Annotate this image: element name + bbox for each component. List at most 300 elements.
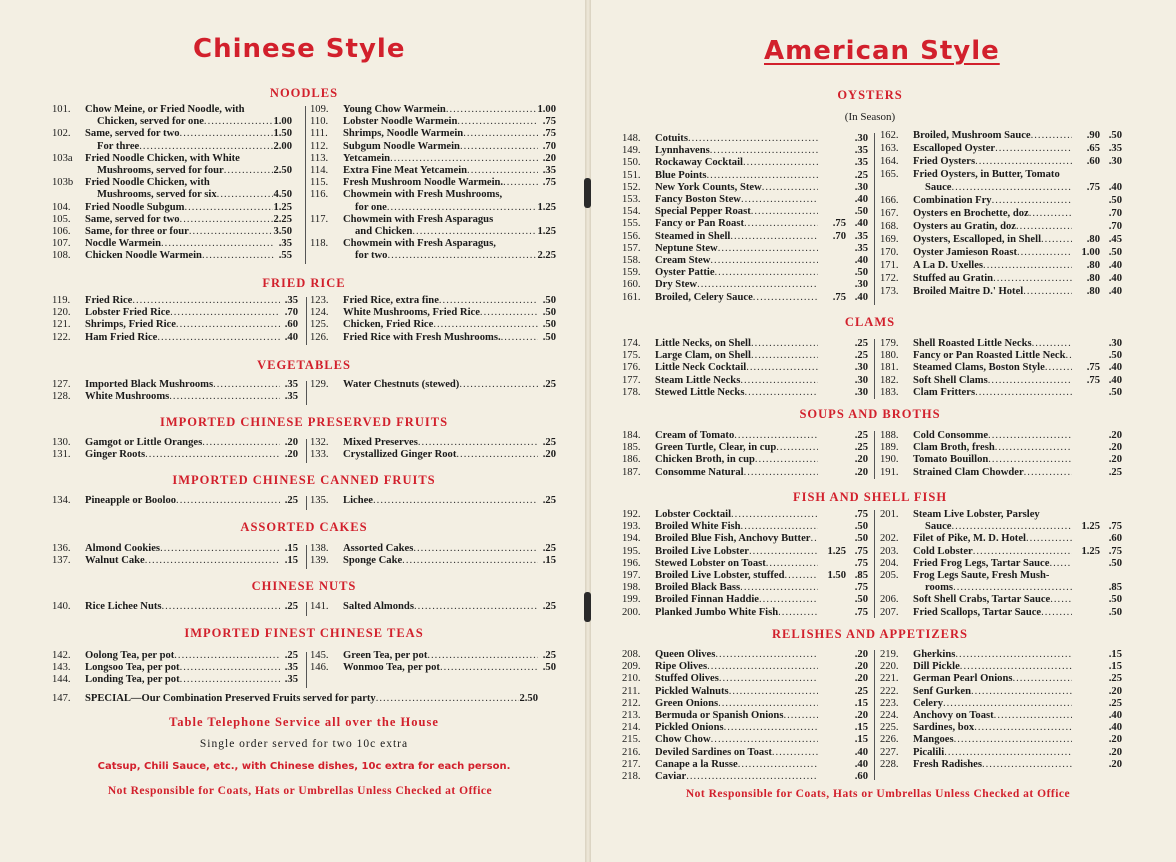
- menu-item: [310, 307, 556, 319]
- item-number: 170.: [880, 247, 899, 258]
- item-name: Special Pepper Roast: [655, 206, 751, 218]
- item-price: .20: [854, 454, 868, 466]
- item-price-large: [818, 582, 846, 594]
- item-name: Fried Rice, extra fine: [343, 295, 439, 306]
- item-name: Cold Lobster: [913, 545, 973, 557]
- menu-item: [880, 710, 1122, 722]
- menu-item: [880, 509, 1122, 521]
- leader-dots: [1031, 129, 1072, 142]
- item-number: 163.: [880, 143, 899, 154]
- item-number: 104.: [52, 201, 71, 213]
- leader-dots: [688, 133, 818, 145]
- item-price-large: [818, 255, 846, 267]
- menu-item: [622, 387, 868, 399]
- item-price: .30: [854, 181, 868, 193]
- menu-item: [880, 246, 1122, 259]
- item-number: 199.: [622, 594, 641, 606]
- item-name: Rockaway Cocktail: [655, 157, 743, 169]
- menu-item: [880, 649, 1122, 661]
- menu-item: [880, 207, 1122, 220]
- item-number: 137.: [52, 555, 71, 567]
- menu-item: [880, 673, 1122, 685]
- menu-item: [622, 157, 868, 169]
- item-price-large: [818, 649, 846, 661]
- item-number: 131.: [52, 449, 71, 461]
- leader-dots: [759, 594, 818, 606]
- item-name: Same, for three or four: [85, 226, 189, 238]
- section-heading: VEGETABLES: [257, 358, 351, 372]
- item-price: .20: [1108, 454, 1122, 466]
- item-number: 133.: [310, 449, 329, 461]
- item-price: .30: [854, 362, 868, 374]
- leader-dots: [762, 182, 818, 194]
- menu-column: [880, 338, 1122, 399]
- item-name: Soft Shell Crabs, Tartar Sauce: [913, 594, 1051, 606]
- item-price-large: 1.25: [1081, 521, 1100, 533]
- menu-item: [622, 509, 868, 521]
- item-number: 208.: [622, 649, 641, 660]
- item-name: Stewed Little Necks: [655, 386, 745, 398]
- leader-dots: [501, 332, 538, 344]
- item-name: Oysters en Brochette, doz: [913, 208, 1029, 219]
- leader-dots: [174, 650, 280, 662]
- menu-item: [622, 649, 868, 661]
- item-price: .30: [854, 374, 868, 386]
- item-number: 198.: [622, 582, 641, 594]
- item-name: Planked Jumbo White Fish: [655, 606, 779, 618]
- menu-item: [310, 319, 556, 331]
- leader-dots: [960, 661, 1072, 673]
- item-name: Walnut Cake: [85, 555, 145, 567]
- item-number: 126.: [310, 331, 329, 343]
- menu-column: [52, 379, 298, 403]
- item-price: .25: [284, 650, 298, 661]
- item-price: .30: [1108, 156, 1122, 167]
- item-price: .20: [284, 449, 298, 461]
- item-price: .20: [1108, 734, 1122, 746]
- item-number: 148.: [622, 133, 641, 144]
- leader-dots: [741, 521, 818, 533]
- item-price: .35: [854, 242, 868, 254]
- menu-item: [622, 442, 868, 454]
- item-number: 142.: [52, 650, 71, 661]
- item-price: .30: [854, 279, 868, 291]
- item-price-large: [1072, 194, 1100, 207]
- item-price-large: [818, 759, 846, 771]
- item-name: Broiled, Mushroom Sauce: [913, 130, 1031, 141]
- menu-item: [880, 387, 1122, 399]
- leader-dots: [975, 387, 1072, 399]
- menu-item: [622, 145, 868, 157]
- item-price: .55: [278, 250, 292, 262]
- leader-dots: [744, 218, 818, 230]
- item-price-large: [1072, 607, 1100, 619]
- item-price: .15: [854, 697, 868, 709]
- item-number: 152.: [622, 181, 641, 193]
- column-divider: [306, 439, 307, 463]
- item-name: Stuffed au Gratin: [913, 273, 994, 284]
- menu-item: [52, 437, 298, 449]
- menu-item: [880, 168, 1122, 181]
- item-number: 209.: [622, 661, 641, 673]
- item-price: .15: [1108, 661, 1122, 673]
- menu-item: [622, 350, 868, 362]
- item-price: .70: [1108, 208, 1122, 219]
- menu-item: [880, 129, 1122, 142]
- leader-dots: [439, 295, 538, 307]
- column-divider: [874, 650, 875, 780]
- item-name: Mushrooms, served for four: [97, 165, 224, 177]
- leader-dots: [954, 734, 1072, 746]
- item-name: Fancy or Pan Roasted Little Neck: [913, 350, 1066, 362]
- item-number: 139.: [310, 555, 329, 567]
- item-number: 213.: [622, 710, 641, 722]
- item-name: Crystallized Ginger Root: [343, 449, 457, 461]
- item-number: 185.: [622, 442, 641, 454]
- leader-dots: [744, 387, 818, 399]
- item-name: Oysters au Gratin, doz: [913, 221, 1016, 232]
- leader-dots: [715, 649, 818, 661]
- item-price: .20: [1108, 442, 1122, 454]
- item-number: 187.: [622, 466, 641, 478]
- item-name: Fried Oysters, in Butter, Tomato: [913, 169, 1060, 180]
- item-price-large: [1072, 698, 1100, 710]
- item-name: Cotuits: [655, 133, 688, 144]
- menu-item: [880, 142, 1122, 155]
- item-price: .35: [284, 391, 298, 403]
- item-name: Strained Clam Chowder: [913, 466, 1024, 478]
- item-name: Consomme Natural: [655, 466, 744, 478]
- item-price: .15: [284, 555, 298, 567]
- item-name: Yetcamein: [343, 152, 391, 164]
- menu-item: [310, 650, 556, 662]
- item-name: Salted Almonds: [343, 601, 414, 612]
- item-number: 120.: [52, 307, 71, 319]
- item-name: Fancy Boston Stew: [655, 194, 741, 206]
- item-name: Little Neck Cocktail: [655, 362, 747, 374]
- leader-dots: [459, 379, 538, 391]
- leader-dots: [390, 153, 538, 165]
- item-price: .40: [854, 255, 868, 267]
- item-price-large: [1072, 759, 1100, 771]
- menu-item: [880, 734, 1122, 746]
- menu-item: [622, 430, 868, 442]
- item-name: Lobster Noodle Warmein: [343, 116, 458, 128]
- leader-dots: [217, 189, 274, 201]
- menu-item: [52, 379, 298, 391]
- item-number: 210.: [622, 673, 641, 685]
- leader-dots: [751, 338, 818, 350]
- menu-item: [622, 467, 868, 479]
- item-price: .70: [1108, 221, 1122, 232]
- leader-dots: [463, 128, 538, 140]
- item-price: 2.50: [273, 165, 292, 177]
- item-name: White Mushrooms, Fried Rice: [343, 307, 480, 319]
- item-price: .70: [542, 140, 556, 152]
- leader-dots: [753, 292, 818, 304]
- leader-dots: [132, 295, 280, 307]
- leader-dots: [176, 319, 280, 331]
- leader-dots: [811, 533, 819, 545]
- item-name: Fried Rice: [85, 295, 133, 306]
- item-price: .30: [854, 386, 868, 398]
- menu-column: [310, 379, 556, 391]
- item-number: [52, 141, 85, 153]
- item-price: .50: [542, 307, 556, 319]
- item-number: 224.: [880, 710, 899, 722]
- menu-item: [880, 570, 1122, 582]
- menu-item: [52, 391, 298, 403]
- item-price-large: [818, 521, 846, 533]
- menu-item: [880, 607, 1122, 619]
- item-price: .25: [542, 495, 556, 506]
- item-number: 174.: [622, 338, 641, 349]
- item-price: .25: [542, 437, 556, 448]
- item-price-large: [818, 594, 846, 606]
- menu-item: [52, 153, 292, 165]
- item-price-large: [1072, 686, 1100, 698]
- menu-item: [52, 674, 298, 686]
- leader-dots: [139, 141, 273, 153]
- item-price: .75: [1108, 545, 1122, 557]
- item-number: 125.: [310, 319, 329, 331]
- leader-dots: [710, 255, 818, 267]
- item-name: Londing Tea, per pot: [85, 674, 180, 686]
- item-price: .35: [278, 238, 292, 250]
- item-name: Shrimps, Fried Rice: [85, 319, 176, 331]
- item-price-large: [818, 182, 846, 194]
- menu-item: [880, 430, 1122, 442]
- leader-dots: [1012, 673, 1072, 685]
- menu-column: [622, 649, 868, 783]
- item-name: Filet of Pike, M. D. Hotel: [913, 533, 1026, 545]
- item-price: .40: [1108, 722, 1122, 734]
- item-price-large: [818, 710, 846, 722]
- menu-item: [622, 338, 868, 350]
- leader-dots: [162, 601, 281, 613]
- item-name: Fried Noodle Chicken, with White: [85, 152, 240, 164]
- item-number: 203.: [880, 545, 899, 557]
- leader-dots: [446, 104, 538, 116]
- item-price: .50: [854, 206, 868, 218]
- item-price-large: .80: [1086, 273, 1100, 284]
- menu-item: [622, 570, 868, 582]
- item-number: [52, 116, 85, 128]
- item-name: Sauce: [925, 182, 952, 193]
- menu-item: [310, 495, 556, 507]
- item-number: 195.: [622, 545, 641, 557]
- menu-item: [622, 231, 868, 243]
- menu-item: [52, 555, 298, 567]
- leader-dots: [995, 142, 1072, 155]
- menu-item: [880, 233, 1122, 246]
- item-name: Steamed Clams, Boston Style: [913, 362, 1045, 374]
- menu-column: [52, 295, 298, 344]
- item-name: White Mushrooms: [85, 391, 170, 403]
- item-name: for one: [355, 201, 387, 213]
- leader-dots: [993, 272, 1072, 285]
- item-price-large: [818, 350, 846, 362]
- menu-item: [310, 141, 556, 153]
- item-name: Caviar: [655, 771, 687, 783]
- leader-dots: [740, 375, 818, 387]
- menu-column: [622, 509, 868, 619]
- item-price: .30: [854, 133, 868, 144]
- item-number: 186.: [622, 454, 641, 466]
- item-number: 196.: [622, 557, 641, 569]
- item-price-large: 1.00: [1081, 247, 1100, 258]
- item-name: Rice Lichee Nuts: [85, 601, 162, 612]
- leader-dots: [413, 543, 538, 555]
- item-name: Longsoo Tea, per pot: [85, 662, 180, 674]
- item-price-large: [818, 533, 846, 545]
- leader-dots: [1023, 285, 1072, 298]
- item-price: .25: [284, 495, 298, 506]
- item-price-large: .80: [1086, 234, 1100, 245]
- menu-item: [52, 128, 292, 140]
- menu-item: [880, 362, 1122, 374]
- item-number: 168.: [880, 221, 899, 232]
- menu-item: [622, 759, 868, 771]
- menu-column: [52, 437, 298, 461]
- leader-dots: [180, 674, 280, 686]
- item-price: .75: [854, 509, 868, 520]
- item-name: Bermuda or Spanish Onions: [655, 710, 784, 722]
- menu-item: [622, 206, 868, 218]
- leader-dots: [784, 570, 818, 582]
- item-price-large: .75: [1086, 374, 1100, 386]
- menu-item: [622, 243, 868, 255]
- item-number: 103b: [52, 177, 74, 189]
- item-price-large: [818, 771, 846, 783]
- item-number: [52, 189, 85, 201]
- leader-dots: [427, 650, 538, 662]
- item-number: 114.: [310, 165, 329, 177]
- item-price: .20: [284, 437, 298, 448]
- item-name: Fried Scallops, Tartar Sauce: [913, 606, 1042, 618]
- menu-item: [310, 128, 556, 140]
- item-number: 228.: [880, 758, 899, 770]
- menu-column: [52, 104, 292, 263]
- item-price: .60: [1108, 533, 1122, 545]
- item-name: Sardines, box: [913, 722, 975, 734]
- item-name: Lobster Cocktail: [655, 509, 732, 520]
- leader-dots: [480, 307, 538, 319]
- menu-item: [622, 698, 868, 710]
- item-name: Green Onions: [655, 697, 719, 709]
- item-name: Frog Legs Saute, Fresh Mush-: [913, 570, 1050, 582]
- leader-dots: [738, 759, 818, 771]
- item-price: .20: [542, 449, 556, 461]
- item-number: 202.: [880, 533, 899, 545]
- item-price-large: [818, 375, 846, 387]
- item-name: Soft Shell Clams: [913, 374, 988, 386]
- menu-column: [622, 133, 868, 304]
- leader-dots: [467, 165, 538, 177]
- menu-item: [880, 467, 1122, 479]
- section-subheading: (In Season): [844, 111, 896, 123]
- item-price: 4.50: [273, 189, 292, 201]
- item-price: .50: [1108, 130, 1122, 141]
- leader-dots: [457, 116, 538, 128]
- item-price-large: 1.50: [827, 570, 846, 582]
- item-number: [310, 202, 343, 214]
- menu-item: [310, 379, 556, 391]
- item-number: 122.: [52, 331, 71, 343]
- item-price-large: [818, 686, 846, 698]
- item-price-large: [818, 267, 846, 279]
- item-number: 204.: [880, 557, 899, 569]
- item-name: Shell Roasted Little Necks: [913, 338, 1032, 349]
- item-number: 161.: [622, 291, 641, 303]
- item-number: 215.: [622, 734, 641, 746]
- menu-item: [622, 710, 868, 722]
- item-price-large: [1072, 207, 1100, 220]
- item-number: 182.: [880, 374, 899, 386]
- leader-dots: [440, 662, 538, 674]
- item-number: 116.: [310, 189, 329, 201]
- menu-item: [310, 662, 556, 674]
- menu-item: [880, 546, 1122, 558]
- item-price-large: .80: [1086, 260, 1100, 271]
- item-name: Blue Points: [655, 169, 707, 181]
- item-price: .20: [1108, 430, 1122, 441]
- item-name: Fried Frog Legs, Tartar Sauce: [913, 557, 1050, 569]
- item-price: .75: [854, 606, 868, 618]
- leader-dots: [686, 771, 818, 783]
- item-number: 184.: [622, 430, 641, 441]
- item-name: Shrimps, Noodle Warmein: [343, 128, 464, 140]
- item-price: .25: [854, 169, 868, 181]
- leader-dots: [1017, 246, 1072, 259]
- menu-column: [622, 430, 868, 479]
- menu-item: [622, 375, 868, 387]
- item-name: Fried Rice with Fresh Mushrooms.: [343, 331, 501, 343]
- menu-item: [52, 543, 298, 555]
- item-number: 175.: [622, 350, 641, 362]
- catsup-note: Catsup, Chili Sauce, etc., with Chinese dishes, 10c extra for each person.: [97, 761, 511, 772]
- item-number: 167.: [880, 208, 899, 219]
- item-price: 2.00: [273, 140, 292, 152]
- item-price: .75: [542, 128, 556, 140]
- leader-dots: [994, 710, 1072, 722]
- item-price-large: [818, 558, 846, 570]
- menu-item: [622, 218, 868, 230]
- item-name: Gherkins: [913, 649, 956, 660]
- leader-dots: [711, 734, 818, 746]
- menu-item: [310, 238, 556, 250]
- item-name: Chow Meine, or Fried Noodle, with: [85, 104, 245, 115]
- item-name: Green Turtle, Clear, in cup: [655, 442, 777, 454]
- item-price-large: [1072, 558, 1100, 570]
- item-name: Sponge Cake: [343, 555, 403, 567]
- item-number: 143.: [52, 662, 71, 674]
- menu-item: [52, 165, 292, 177]
- leader-dots: [974, 722, 1072, 734]
- leader-dots: [951, 521, 1072, 533]
- leader-dots: [180, 662, 280, 674]
- menu-column: [52, 601, 298, 613]
- leader-dots: [402, 555, 538, 567]
- leader-dots: [988, 430, 1072, 442]
- section-heading: NOODLES: [269, 86, 339, 100]
- menu-item: [310, 189, 556, 201]
- item-name: rooms: [925, 582, 954, 594]
- leader-dots: [1045, 362, 1072, 374]
- item-name: Sauce: [925, 521, 952, 533]
- menu-item: [622, 558, 868, 570]
- item-price: .25: [854, 685, 868, 697]
